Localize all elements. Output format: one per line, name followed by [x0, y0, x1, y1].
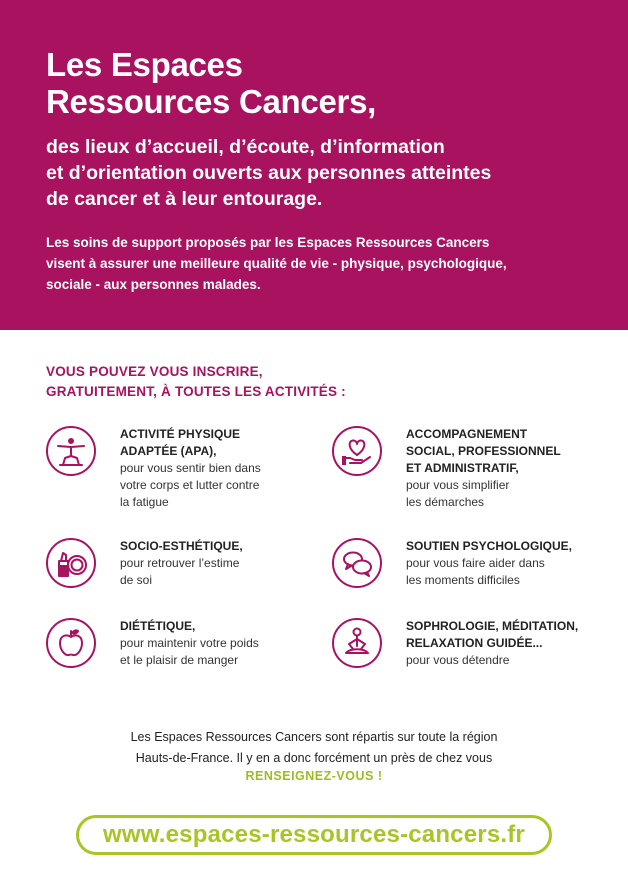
- activity-description: [120, 635, 310, 669]
- desc-line: pour vous sentir bien dans: [120, 461, 261, 475]
- hero-description: [46, 232, 582, 295]
- desc-line: pour retrouver l’estime: [120, 556, 240, 570]
- activity-description: [120, 555, 310, 589]
- activity-text: [120, 538, 310, 589]
- title-line: RELAXATION GUIDÉE...: [406, 636, 543, 650]
- title-line: Ressources Cancers,: [46, 83, 376, 120]
- hero-banner: [0, 0, 628, 330]
- footer-line: Hauts-de-France. Il y en a donc forcément un près de chez vous: [135, 751, 493, 765]
- website-link[interactable]: www.espaces-ressources-cancers.fr: [76, 815, 552, 855]
- speech-bubbles-icon: [332, 538, 382, 588]
- title-line: SOUTIEN PSYCHOLOGIQUE,: [406, 539, 573, 553]
- desc-line: de soi: [120, 573, 153, 587]
- subtitle-line: de cancer et à leur entourage.: [46, 188, 323, 210]
- desc-line: pour maintenir votre poids: [120, 636, 259, 650]
- desc-line: pour vous détendre: [406, 653, 510, 667]
- desc-line: pour vous simplifier: [406, 478, 510, 492]
- title-line: DIÉTÉTIQUE,: [120, 619, 196, 633]
- activity-title: [406, 426, 596, 477]
- desc-line: les démarches: [406, 495, 485, 509]
- description-line: sociale - aux personnes malades.: [46, 277, 261, 292]
- page-title: [46, 46, 582, 120]
- activity-text: [120, 426, 310, 511]
- activity-title: [120, 538, 310, 555]
- footer-line: Les Espaces Ressources Cancers sont répartis sur toute la région: [130, 730, 498, 744]
- description-line: visent à assurer une meilleure qualité de vie - physique, psychologique,: [46, 256, 507, 271]
- activity-text: [406, 426, 596, 511]
- apple-icon: [46, 618, 96, 668]
- activity-title: [120, 618, 310, 635]
- description-line: Les soins de support proposés par les Espaces Ressources Cancers: [46, 235, 490, 250]
- page-subtitle: [46, 134, 582, 212]
- intro-line: GRATUITEMENT, À TOUTES LES ACTIVITÉS :: [46, 384, 346, 399]
- desc-line: et le plaisir de manger: [120, 653, 239, 667]
- desc-line: les moments difficiles: [406, 573, 520, 587]
- title-line: ACCOMPAGNEMENT: [406, 427, 528, 441]
- heart-hand-icon: [332, 426, 382, 476]
- yoga-pose-icon: [46, 426, 96, 476]
- subtitle-line: des lieux d’accueil, d’écoute, d’information: [46, 136, 445, 158]
- subtitle-line: et d’orientation ouverts aux personnes atteintes: [46, 162, 492, 184]
- activity-text: [406, 618, 596, 669]
- activity-text: [406, 538, 596, 589]
- activity-title: [120, 426, 310, 460]
- call-to-action: RENSEIGNEZ-VOUS !: [245, 769, 383, 783]
- activity-title: [406, 618, 596, 652]
- title-line: ADAPTÉE (APA),: [120, 444, 217, 458]
- intro-line: VOUS POUVEZ VOUS INSCRIRE,: [46, 364, 263, 379]
- activities-intro: [46, 362, 346, 402]
- title-line: ACTIVITÉ PHYSIQUE: [120, 427, 241, 441]
- title-line: SOPHROLOGIE, MÉDITATION,: [406, 619, 579, 633]
- desc-line: la fatigue: [120, 495, 169, 509]
- meditation-icon: [332, 618, 382, 668]
- footer-text: [0, 727, 628, 769]
- title-line: SOCIO-ESTHÉTIQUE,: [120, 539, 243, 553]
- activity-description: [120, 460, 310, 511]
- title-line: Les Espaces: [46, 46, 243, 83]
- activity-text: [120, 618, 310, 669]
- activity-description: [406, 652, 596, 669]
- title-line: ET ADMINISTRATIF,: [406, 461, 519, 475]
- activity-description: [406, 555, 596, 589]
- activity-title: [406, 538, 596, 555]
- desc-line: pour vous faire aider dans: [406, 556, 545, 570]
- title-line: SOCIAL, PROFESSIONNEL: [406, 444, 561, 458]
- lipstick-compact-icon: [46, 538, 96, 588]
- desc-line: votre corps et lutter contre: [120, 478, 260, 492]
- activity-description: [406, 477, 596, 511]
